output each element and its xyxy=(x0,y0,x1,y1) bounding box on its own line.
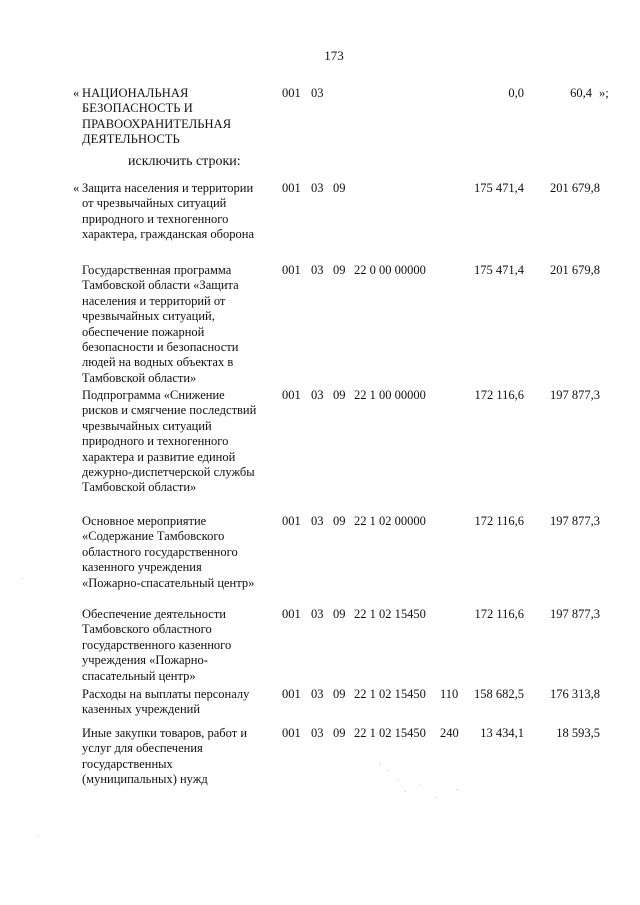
subsection-code: 09 xyxy=(333,181,346,195)
section-code: 03 xyxy=(311,514,324,528)
row-name: Обеспечение деятельности Тамбовского областного государственного казенного учреждения «Пожарно-спасательный центр» xyxy=(82,607,232,683)
closing-quote: »; xyxy=(599,86,609,100)
scan-speck xyxy=(420,785,421,786)
page-number: 173 xyxy=(324,48,344,63)
scan-speck xyxy=(38,836,39,837)
admin-code: 001 xyxy=(282,514,301,528)
target-article-code: 22 1 02 15450 xyxy=(354,687,426,701)
section-code: 03 xyxy=(311,607,324,621)
admin-code: 001 xyxy=(282,86,301,100)
target-article-code: 22 1 00 00000 xyxy=(354,388,426,402)
scan-speck xyxy=(380,764,381,765)
section-code: 03 xyxy=(311,726,324,740)
target-article-code: 22 1 02 15450 xyxy=(354,726,426,740)
amount-year-2: 201 679,8 xyxy=(550,181,600,195)
subsection-code: 09 xyxy=(333,726,346,740)
scan-speck xyxy=(398,779,399,780)
amount-year-1: 175 471,4 xyxy=(474,263,524,277)
amount-year-1: 158 682,5 xyxy=(474,687,524,701)
subsection-code: 09 xyxy=(333,514,346,528)
amount-year-2: 197 877,3 xyxy=(550,607,600,621)
section-code: 03 xyxy=(311,388,324,402)
target-article-code: 22 1 02 15450 xyxy=(354,607,426,621)
target-article-code: 22 1 02 00000 xyxy=(354,514,426,528)
admin-code: 001 xyxy=(282,181,301,195)
section-code: 03 xyxy=(311,86,324,100)
section-code: 03 xyxy=(311,181,324,195)
section-code: 03 xyxy=(311,687,324,701)
amount-year-1: 0,0 xyxy=(508,86,524,100)
admin-code: 001 xyxy=(282,607,301,621)
amount-year-1: 175 471,4 xyxy=(474,181,524,195)
admin-code: 001 xyxy=(282,388,301,402)
amount-year-2: 176 313,8 xyxy=(550,687,600,701)
section-name: НАЦИОНАЛЬНАЯ БЕЗОПАСНОСТЬ И ПРАВООХРАНИТЕЛЬНАЯ ДЕЯТЕЛЬНОСТЬ xyxy=(82,86,232,147)
row-name: Иные закупки товаров, работ и услуг для обеспечения государственных (муниципальных) нужд xyxy=(82,726,248,787)
row-name: Основное мероприятие «Содержание Тамбовского областного государственного казенного учреждения «Пожарно-спасательный центр» xyxy=(82,514,255,590)
amount-year-2: 197 877,3 xyxy=(550,514,600,528)
opening-quote: « xyxy=(73,86,80,100)
instruction-text: исключить строки: xyxy=(128,154,241,169)
amount-year-1: 172 116,6 xyxy=(474,514,524,528)
expense-type-code: 110 xyxy=(440,687,459,701)
scan-speck xyxy=(436,797,437,798)
row-name: Защита населения и территории от чрезвычайных ситуаций природного и техногенного характера, гражданская оборона xyxy=(82,181,255,242)
scan-speck xyxy=(456,789,457,790)
amount-year-2: 60,4 xyxy=(570,86,592,100)
expense-type-code: 240 xyxy=(440,726,459,740)
amount-year-1: 13 434,1 xyxy=(480,726,524,740)
subsection-code: 09 xyxy=(333,607,346,621)
scan-speck xyxy=(22,578,23,579)
section-code: 03 xyxy=(311,263,324,277)
subsection-code: 09 xyxy=(333,263,346,277)
amount-year-2: 197 877,3 xyxy=(550,388,600,402)
row-name: Расходы на выплаты персоналу казенных учреждений xyxy=(82,687,250,717)
scan-speck xyxy=(388,770,389,771)
admin-code: 001 xyxy=(282,263,301,277)
amount-year-1: 172 116,6 xyxy=(474,388,524,402)
subsection-code: 09 xyxy=(333,388,346,402)
amount-year-2: 201 679,8 xyxy=(550,263,600,277)
row-name: Подпрограмма «Снижение рисков и смягчение последствий чрезвычайных ситуаций природного и техногенного характера и развитие единой дежурно-диспетчерской службы Тамбовской области» xyxy=(82,388,257,495)
admin-code: 001 xyxy=(282,726,301,740)
opening-quote: « xyxy=(73,181,80,195)
subsection-code: 09 xyxy=(333,687,346,701)
admin-code: 001 xyxy=(282,687,301,701)
amount-year-1: 172 116,6 xyxy=(474,607,524,621)
row-name: Государственная программа Тамбовской области «Защита населения и территорий от чрезвычайных ситуаций, обеспечение пожарной безопасности и безопасности людей на водных объектах в Тамбовской области» xyxy=(82,263,239,385)
target-article-code: 22 0 00 00000 xyxy=(354,263,426,277)
scan-speck xyxy=(405,791,406,792)
amount-year-2: 18 593,5 xyxy=(556,726,600,740)
